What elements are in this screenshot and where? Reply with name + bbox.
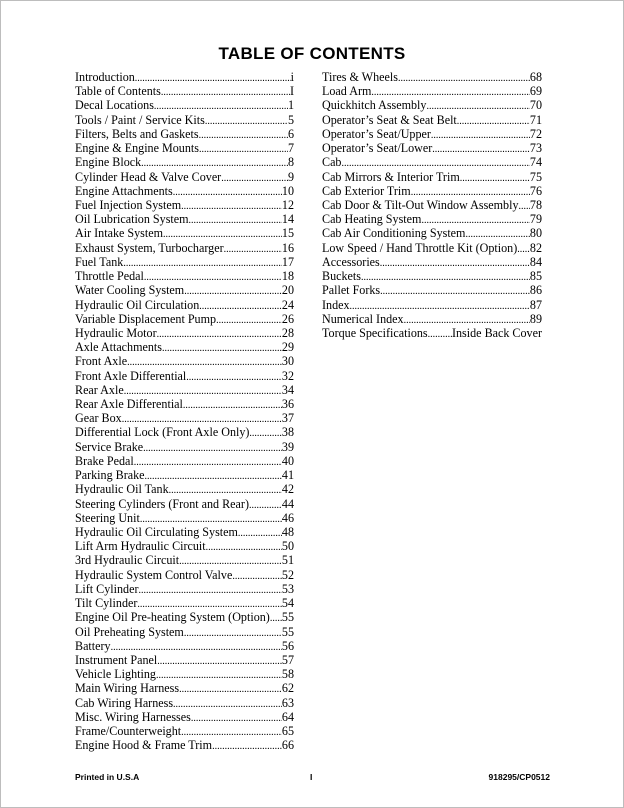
toc-entry xyxy=(75,84,294,98)
toc-entry-page: 75 xyxy=(529,169,542,184)
footer-page-number: I xyxy=(310,772,313,782)
toc-entry xyxy=(75,625,294,639)
toc-entry-label: Load Arm xyxy=(322,84,372,99)
toc-entry-label: Cab Exterior Trim xyxy=(322,183,411,198)
toc-entry-page: 85 xyxy=(529,269,542,284)
toc-entry xyxy=(75,70,294,84)
toc-entry xyxy=(75,681,294,695)
toc-entry-label: Water Cooling System xyxy=(75,283,185,298)
toc-entry xyxy=(75,170,294,184)
toc-entry-label: Engine & Engine Mounts xyxy=(75,141,199,156)
toc-entry xyxy=(75,525,294,539)
toc-entry xyxy=(75,553,294,567)
toc-entry xyxy=(75,283,294,297)
toc-entry-label: Tools / Paint / Service Kits xyxy=(75,112,205,127)
toc-entry-label: Axle Attachments xyxy=(75,340,162,355)
toc-entry-label: Operator’s Seat & Seat Belt xyxy=(322,112,457,127)
toc-entry-label: Hydraulic Oil Circulating System xyxy=(75,525,238,539)
toc-entry-label: Buckets xyxy=(322,269,361,284)
toc-entry xyxy=(75,383,294,397)
toc-entry xyxy=(75,425,294,439)
toc-entry-label: Table of Contents xyxy=(75,84,161,99)
toc-entry xyxy=(322,70,542,84)
toc-entry xyxy=(75,710,294,724)
toc-entry-label: Frame/Counterweight xyxy=(75,724,182,739)
toc-entry-page: 29 xyxy=(281,340,294,355)
toc-entry xyxy=(322,141,542,155)
toc-entry xyxy=(75,482,294,496)
toc-entry-label: Hydraulic Oil Tank xyxy=(75,482,169,497)
toc-entry-page: 64 xyxy=(281,709,294,724)
toc-entry-label: Variable Displacement Pump xyxy=(75,311,217,326)
toc-entry xyxy=(322,170,542,184)
toc-entry-label: Engine Hood & Frame Trim xyxy=(75,738,213,753)
toc-entry xyxy=(322,113,542,127)
toc-entry-page: 52 xyxy=(281,567,294,582)
footer-document-code: 918295/CP0512 xyxy=(488,772,550,782)
toc-entry xyxy=(322,212,542,226)
toc-entry-page: 74 xyxy=(529,155,542,170)
toc-entry-label: 3rd Hydraulic Circuit xyxy=(75,553,180,568)
toc-entry-label: Engine Oil Pre-heating System (Option) xyxy=(75,610,270,625)
toc-entry-page: 20 xyxy=(281,283,294,298)
toc-entry-page: 87 xyxy=(529,297,542,312)
toc-entry-label: Front Axle xyxy=(75,354,128,369)
toc-entry-label: Main Wiring Harness xyxy=(75,681,180,696)
toc-entry-page: 71 xyxy=(529,112,542,127)
toc-entry-label: Engine Block xyxy=(75,155,142,170)
toc-entry-label: Tires & Wheels xyxy=(322,70,398,84)
toc-entry-label: Low Speed / Hand Throttle Kit (Option) xyxy=(322,240,518,255)
toc-entry-page: 58 xyxy=(281,667,294,682)
toc-entry-page: i xyxy=(290,70,294,84)
toc-entry xyxy=(322,155,542,169)
dot-leader xyxy=(212,738,282,754)
toc-entry-page: 41 xyxy=(281,468,294,483)
toc-entry-label: Instrument Panel xyxy=(75,652,158,667)
toc-entry xyxy=(75,568,294,582)
toc-entry xyxy=(75,610,294,624)
toc-entry-page: 48 xyxy=(281,525,294,539)
toc-entry xyxy=(75,141,294,155)
toc-entry xyxy=(75,724,294,738)
toc-entry xyxy=(322,198,542,212)
toc-entry-label: Rear Axle Differential xyxy=(75,397,183,412)
toc-entry-label: Hydraulic Oil Circulation xyxy=(75,297,200,312)
toc-entry-page: 78 xyxy=(529,197,542,212)
toc-entry-page: 5 xyxy=(287,112,294,127)
toc-entry xyxy=(322,326,542,340)
toc-entry-page: 65 xyxy=(281,724,294,739)
toc-entry xyxy=(75,369,294,383)
toc-entry-label: Introduction xyxy=(75,70,135,84)
page-title: TABLE OF CONTENTS xyxy=(218,44,406,63)
toc-entry-label: Engine Attachments xyxy=(75,183,173,198)
toc-entry-page: 84 xyxy=(529,254,542,269)
toc-entry-page: 51 xyxy=(281,553,294,568)
toc-entry xyxy=(75,184,294,198)
toc-entry-label: Lift Arm Hydraulic Circuit xyxy=(75,539,206,554)
toc-entry-page: 80 xyxy=(529,226,542,241)
toc-entry-page: 10 xyxy=(281,183,294,198)
toc-entry xyxy=(322,283,542,297)
toc-left-column xyxy=(75,70,294,753)
toc-entry xyxy=(75,255,294,269)
toc-entry xyxy=(322,241,542,255)
toc-entry xyxy=(75,212,294,226)
toc-entry-label: Filters, Belts and Gaskets xyxy=(75,126,199,141)
toc-entry-label: Quickhitch Assembly xyxy=(322,98,427,113)
toc-entry-label: Steering Cylinders (Front and Rear) xyxy=(75,496,249,511)
toc-entry-page: 18 xyxy=(281,269,294,284)
toc-entry xyxy=(75,738,294,752)
toc-entry-label: Lift Cylinder xyxy=(75,581,139,596)
toc-entry-page: 6 xyxy=(287,126,294,141)
toc-entry-label: Front Axle Differential xyxy=(75,368,187,383)
toc-entry-label: Rear Axle xyxy=(75,382,124,397)
toc-entry-page: 8 xyxy=(287,155,294,170)
toc-entry xyxy=(75,326,294,340)
toc-entry xyxy=(75,113,294,127)
toc-entry-page: I xyxy=(289,84,294,99)
toc-entry xyxy=(75,269,294,283)
toc-entry-label: Air Intake System xyxy=(75,226,163,241)
toc-entry xyxy=(75,127,294,141)
toc-entry-page: 42 xyxy=(281,482,294,497)
toc-entry-page: 55 xyxy=(281,610,294,625)
toc-entry xyxy=(75,454,294,468)
toc-entry-label: Cab Door & Tilt-Out Window Assembly xyxy=(322,197,519,212)
toc-entry-page: 76 xyxy=(529,183,542,198)
toc-entry-page: 44 xyxy=(281,496,294,511)
toc-entry xyxy=(322,269,542,283)
toc-entry-page: 37 xyxy=(281,411,294,426)
toc-entry-page: 17 xyxy=(281,254,294,269)
toc-entry xyxy=(75,511,294,525)
toc-entry-label: Pallet Forks xyxy=(322,283,381,298)
toc-entry xyxy=(75,155,294,169)
toc-entry-page: 30 xyxy=(281,354,294,369)
toc-entry xyxy=(322,84,542,98)
toc-entry xyxy=(75,653,294,667)
toc-entry xyxy=(75,497,294,511)
toc-entry-page: 63 xyxy=(281,695,294,710)
toc-entry-page: 57 xyxy=(281,652,294,667)
toc-entry-label: Oil Lubrication System xyxy=(75,212,189,227)
toc-entry-label: Cab Wiring Harness xyxy=(75,695,174,710)
toc-entry-page: 7 xyxy=(287,141,294,156)
toc-entry-label: Exhaust System, Turbocharger xyxy=(75,240,224,255)
toc-entry-page: 1 xyxy=(287,98,294,113)
toc-entry-page: 89 xyxy=(529,311,542,326)
toc-entry xyxy=(75,468,294,482)
toc-entry-label: Gear Box xyxy=(75,411,122,426)
toc-entry-label: Cab Air Conditioning System xyxy=(322,226,466,241)
toc-entry-label: Fuel Tank xyxy=(75,254,124,269)
toc-entry-label: Cab xyxy=(322,155,342,170)
toc-entry-page: 54 xyxy=(281,596,294,611)
toc-entry-label: Index xyxy=(322,297,350,312)
toc-entry-page: 9 xyxy=(287,169,294,184)
toc-entry-label: Throttle Pedal xyxy=(75,269,144,284)
toc-entry xyxy=(75,411,294,425)
toc-entry xyxy=(322,127,542,141)
toc-entry-label: Tilt Cylinder xyxy=(75,596,138,611)
toc-entry-page: 12 xyxy=(281,197,294,212)
toc-entry xyxy=(75,226,294,240)
toc-entry-label: Parking Brake xyxy=(75,468,145,483)
toc-entry-page: 79 xyxy=(529,212,542,227)
toc-entry xyxy=(322,312,542,326)
toc-entry-label: Numerical Index xyxy=(322,311,404,326)
toc-entry-label: Hydraulic System Control Valve xyxy=(75,567,233,582)
toc-entry-label: Accessories xyxy=(322,254,380,269)
toc-entry-label: Brake Pedal xyxy=(75,453,134,468)
toc-entry-page: 39 xyxy=(281,439,294,454)
toc-entry-page: 16 xyxy=(281,240,294,255)
footer-printed-in: Printed in U.S.A xyxy=(75,772,140,782)
toc-entry-label: Operator’s Seat/Upper xyxy=(322,126,431,141)
toc-entry xyxy=(75,397,294,411)
toc-entry-label: Oil Preheating System xyxy=(75,624,184,639)
toc-entry xyxy=(75,539,294,553)
toc-entry xyxy=(322,98,542,112)
toc-entry-page: 82 xyxy=(529,240,542,255)
toc-entry xyxy=(75,312,294,326)
toc-entry-label: Misc. Wiring Harnesses xyxy=(75,709,191,724)
toc-entry xyxy=(75,298,294,312)
toc-entry-page: 46 xyxy=(281,510,294,525)
toc-entry-page: 15 xyxy=(281,226,294,241)
toc-entry-label: Steering Unit xyxy=(75,510,140,525)
toc-entry-page: 68 xyxy=(529,70,542,84)
toc-entry xyxy=(75,340,294,354)
toc-entry xyxy=(75,198,294,212)
toc-entry xyxy=(75,596,294,610)
toc-entry-label: Differential Lock (Front Axle Only) xyxy=(75,425,250,440)
toc-entry-page: 86 xyxy=(529,283,542,298)
toc-entry xyxy=(322,184,542,198)
toc-entry-label: Cab Mirrors & Interior Trim xyxy=(322,169,460,184)
toc-entry-page: 24 xyxy=(281,297,294,312)
toc-entry xyxy=(75,98,294,112)
toc-entry-page: 34 xyxy=(281,382,294,397)
toc-entry-page: 66 xyxy=(281,738,294,753)
toc-entry-label: Cylinder Head & Valve Cover xyxy=(75,169,222,184)
toc-entry-label: Service Brake xyxy=(75,439,144,454)
toc-entry-page: 70 xyxy=(529,98,542,113)
toc-entry-page: 73 xyxy=(529,141,542,156)
toc-entry-page: 36 xyxy=(281,397,294,412)
toc-entry xyxy=(75,440,294,454)
toc-entry-page: 56 xyxy=(281,638,294,653)
toc-entry xyxy=(75,639,294,653)
toc-entry-label: Torque Specifications xyxy=(322,325,428,340)
toc-entry xyxy=(75,241,294,255)
toc-entry xyxy=(75,354,294,368)
toc-entry-label: Battery xyxy=(75,638,111,653)
toc-entry-label: Fuel Injection System xyxy=(75,197,182,212)
toc-entry-page: 72 xyxy=(529,126,542,141)
toc-entry-page: 28 xyxy=(281,325,294,340)
toc-entry-label: Operator’s Seat/Lower xyxy=(322,141,433,156)
toc-entry-page: 55 xyxy=(281,624,294,639)
dot-leader xyxy=(428,326,452,342)
toc-entry xyxy=(75,667,294,681)
toc-entry-page: 62 xyxy=(281,681,294,696)
toc-entry-page: 50 xyxy=(281,539,294,554)
toc-entry xyxy=(322,298,542,312)
toc-entry-page: 53 xyxy=(281,581,294,596)
toc-entry-label: Hydraulic Motor xyxy=(75,325,157,340)
toc-entry xyxy=(75,582,294,596)
toc-entry xyxy=(322,226,542,240)
toc-entry-label: Decal Locations xyxy=(75,98,154,113)
toc-entry-page: 32 xyxy=(281,368,294,383)
toc-entry-label: Cab Heating System xyxy=(322,212,422,227)
toc-right-column xyxy=(322,70,542,340)
toc-entry-label: Vehicle Lighting xyxy=(75,667,156,682)
toc-entry-page: 26 xyxy=(281,311,294,326)
toc-entry-page: 38 xyxy=(281,425,294,440)
toc-entry-page: 40 xyxy=(281,453,294,468)
toc-entry xyxy=(75,696,294,710)
toc-entry xyxy=(322,255,542,269)
toc-entry-page: 69 xyxy=(529,84,542,99)
toc-entry-page: 14 xyxy=(281,212,294,227)
toc-entry-page: Inside Back Cover xyxy=(451,325,542,340)
